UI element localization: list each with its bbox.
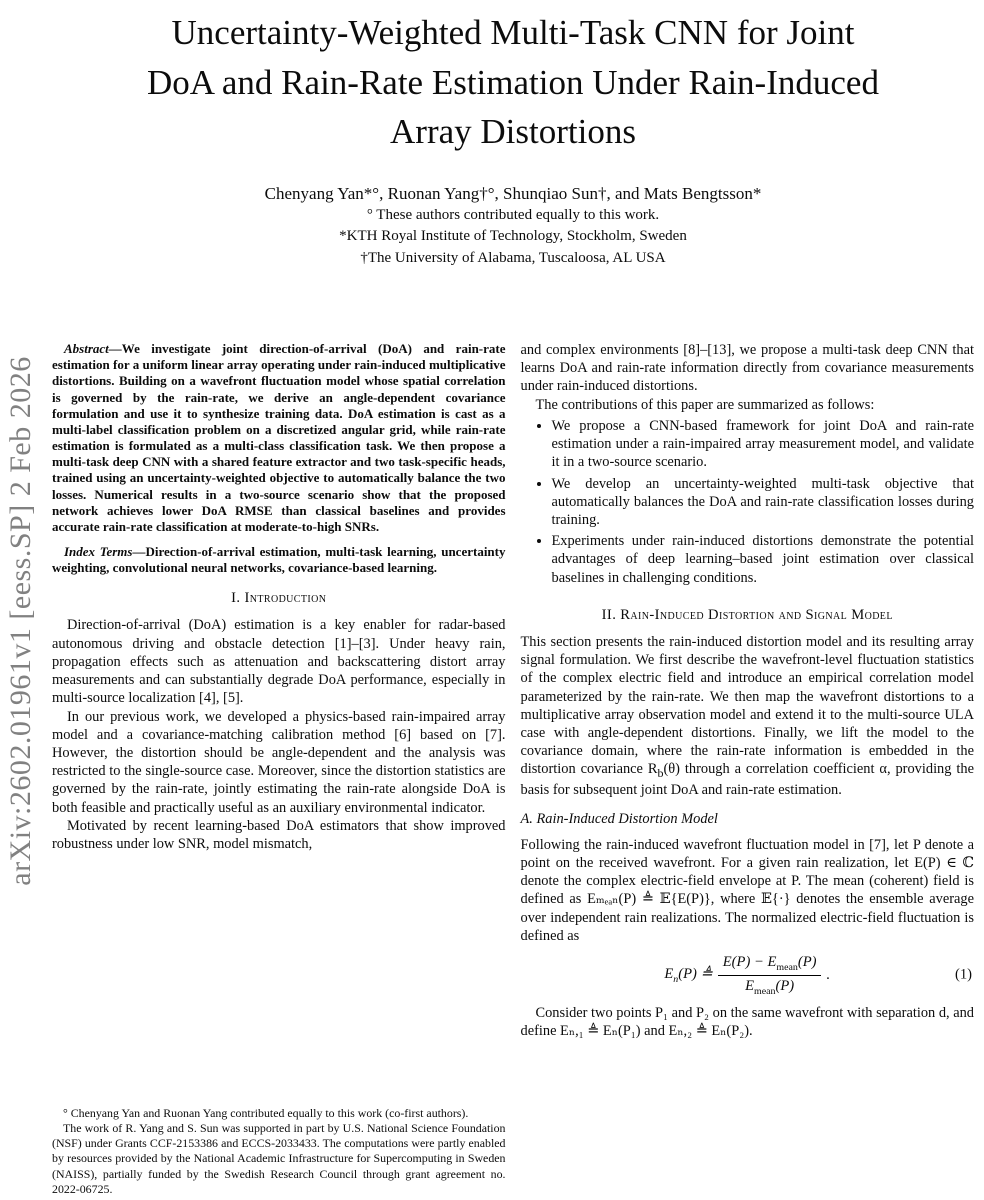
contribution-item-2: • We develop an uncertainty-weighted multi-task objective that automatically balances the DoA and rain-rate classification losses during training. — [552, 475, 975, 530]
arxiv-stamp: arXiv:2602.01961v1 [eess.SP] 2 Feb 2026 — [4, 356, 37, 886]
paper-title-line-2: DoA and Rain-Rate Estimation Under Rain-Induced — [147, 62, 879, 102]
right-column — [521, 341, 975, 1200]
intro-paragraph-1: Direction-of-arrival (DoA) estimation is a key enabler for radar-based autonomous driving and obstacle detection [1]–[3]. Under heavy rain, propagation effects such as attenuation and backscattering distort array measurements and can substantially degrade DoA performance, especially in multi-source localization [4], [5]. — [52, 617, 506, 707]
intro-paragraph-3: Motivated by recent learning-based DoA estimators that show improved robustness under low SNR, model mismatch, — [52, 817, 506, 853]
abstract-text: We investigate joint direction-of-arrival (DoA) and rain-rate estimation for a uniform linear array operating under rain-induced multiplicative distortions. Building on a wavefront fluctuation model whose spatial correlation is governed by the rain-rate, we derive an angle-dependent covariance formulation and use it to synthesize training data. DoA estimation is cast as a multi-label classification problem on a discretized angular grid, while rain-rate estimation is formulated as a multi-class classification task. We then propose a multi-task deep CNN with a shared feature extractor and two task-specific heads, trained using an uncertainty-weighted objective to automatically balance the two losses. Numerical results in a two-source scenario show that the proposed network achieves lower DoA RMSE than classical baselines and provides accurate rain-rate classification at moderate-to-high SNRs. — [52, 341, 506, 534]
equation-lhs-subscript: n — [673, 974, 679, 986]
abstract — [52, 341, 506, 535]
section-heading-introduction: I. Introduction — [231, 590, 327, 607]
section-heading-signal-model: II. Rain-Induced Distortion and Signal Model — [601, 606, 893, 623]
equation-denominator: $E_{mean}(P)$ — [745, 977, 795, 997]
footnotes — [52, 1106, 506, 1200]
index-terms — [52, 544, 506, 576]
equation-lhs-symbol: E — [664, 966, 674, 983]
subsection-a-after-equation: Consider two points P₁ and P₂ on the same wavefront with separation d, and define Eₙ,₁ ≜ Eₙ(P₁) and Eₙ,₂ ≜ Eₙ(P₂). — [520, 1004, 974, 1039]
affiliation-kth: *KTH Royal Institute of Technology, Stockholm, Sweden — [339, 228, 687, 245]
section2-paragraph-post: (θ) through a correlation coefficient α, providing the basis for subsequent joint DoA and rain-rate estimation. — [520, 761, 974, 799]
intro-paragraph-2: In our previous work, we developed a physics-based rain-impaired array model and a covariance-matching calibration method [6] based on [7]. However, the distortion should be angle-dependent and the analysis was restricted to the single-source case. Moreover, since the distortion statistics are governed by the rain-rate, jointly estimating the rain-rate alongside DoA is both feasible and practically useful as an auxiliary environmental indicator. — [52, 708, 506, 816]
left-column — [52, 341, 506, 1200]
paper-title-line-3: Array Distortions — [390, 112, 636, 152]
index-terms-text: Direction-of-arrival estimation, multi-task learning, uncertainty weighting, convolutional neural networks, covariance-based learning. — [52, 544, 506, 576]
section2-paragraph-pre: This section presents the rain-induced distortion model and its resulting array signal formulation. We first describe the wavefront-level fluctuation statistics of the complex electric field and introduce an empirical correlation model parameterized by the rain-rate. We then map the wavefront distortions to a multiplicative array observation model and extend it to the multi-source ULA case with angle-dependent distortions. Finally, we lift the model to the covariance domain, where the rain-rate information is embedded in the distortion covariance R — [520, 633, 974, 778]
subsection-a-paragraph: Following the rain-induced wavefront fluctuation model in [7], let P denote a point on the received wavefront. For a given rain realization, let E(P) ∈ ℂ denote the complex electric-field envelope at P. The mean (coherent) field is defined as Eₘₑₐₙ(P) ≜ 𝔼{E(P)}, where 𝔼{·} denotes the ensemble average over independent rain realizations. The normalized electric-field fluctuation is defined as — [520, 836, 974, 944]
authors-line: Chenyang Yan*°, Ruonan Yang†°, Shunqiao Sun†, and Mats Bengtsson* — [264, 184, 762, 204]
equation-period: . — [826, 966, 831, 983]
index-terms-label: Index Terms— — [64, 544, 146, 560]
affiliation-alabama: †The University of Alabama, Tuscaloosa, AL USA — [360, 249, 666, 266]
abstract-label: Abstract— — [64, 341, 122, 357]
contribution-item-1: • We propose a CNN-based framework for joint DoA and rain-rate estimation under a rain-impaired array measurement model, and validate it in a two-source scenario. — [552, 417, 975, 472]
contributions-intro: The contributions of this paper are summarized as follows: — [535, 396, 875, 413]
section2-paragraph — [521, 633, 975, 800]
equation-fraction — [718, 954, 822, 997]
equation-numerator: $E(P) - E_{mean}(P)$ — [718, 954, 822, 976]
subsection-heading-distortion-model: A. Rain-Induced Distortion Model — [520, 810, 718, 827]
title-block — [52, 8, 974, 157]
affiliation-equal-contrib: ° These authors contributed equally to this work. — [366, 207, 660, 224]
contribution-item-3: • Experiments under rain-induced distortions demonstrate the potential advantages of deep learning–based joint estimation over classical baselines in challenging conditions. — [552, 532, 975, 587]
footnote-funding: The work of R. Yang and S. Sun was supported in part by U.S. National Science Foundation (NSF) under Grants CCF-2153386 and ECCS-2033433. The computations were partly enabled by resources provided by the National Academic Infrastructure for Supercomputing in Sweden (NAISS), partially funded by the Swedish Research Council through grant agreement no. 2022-06725. — [52, 1120, 506, 1196]
intro-paragraph-3-continuation: and complex environments [8]–[13], we propose a multi-task deep CNN that learns DoA and rain-rate information directly from covariance measurements under rain-induced distortions. — [520, 342, 974, 395]
contributions-list — [521, 417, 975, 590]
equation-lhs — [664, 965, 712, 985]
footnote-equal-contribution: ° Chenyang Yan and Ruonan Yang contributed equally to this work (co-first authors). — [63, 1105, 469, 1120]
equation-number: (1) — [954, 966, 972, 983]
equation-lhs-rest: (P) ≜ — [678, 966, 713, 983]
equation-1-body — [664, 954, 830, 997]
two-column-body — [52, 341, 974, 1200]
paper-title-line-1: Uncertainty-Weighted Multi-Task CNN for Joint — [171, 13, 855, 52]
equation-1 — [521, 954, 975, 997]
section2-covariance-subscript: b — [657, 766, 664, 781]
